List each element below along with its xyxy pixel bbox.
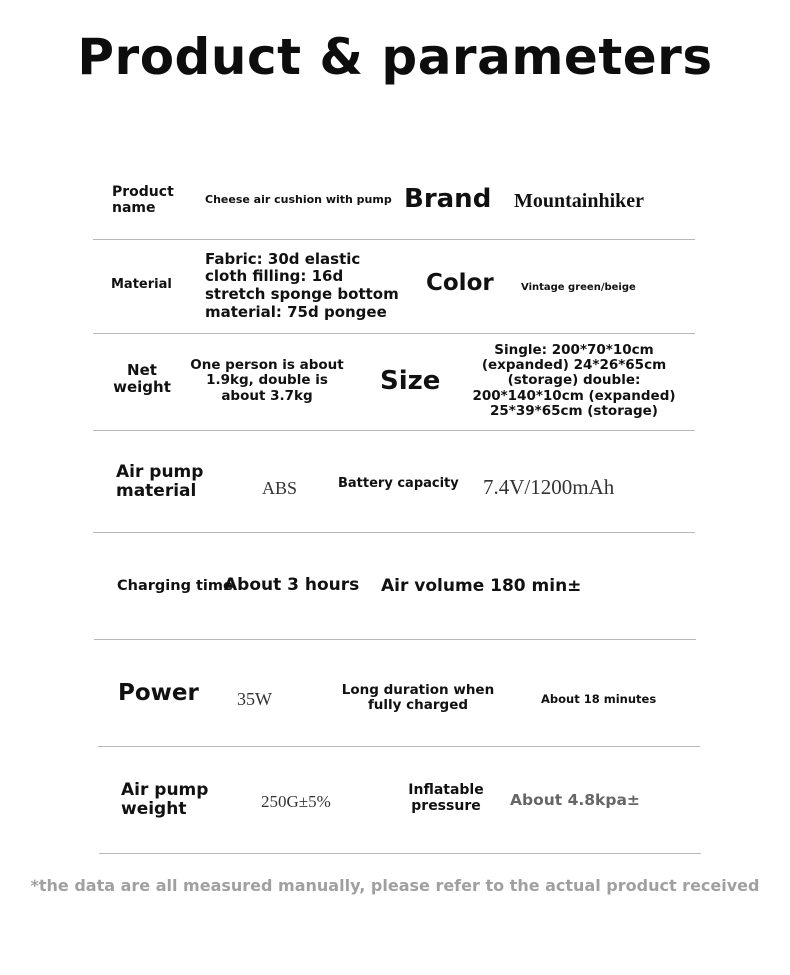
- label-long-duration: Long duration when fully charged: [341, 681, 495, 713]
- value-power: 35W: [237, 688, 272, 709]
- row-divider: [98, 746, 700, 747]
- label-inflatable-pressure: Inflatable pressure: [408, 782, 484, 814]
- label-material: Material: [111, 276, 172, 292]
- label-air-pump-material: Air pump material: [116, 461, 204, 501]
- row-divider: [93, 333, 695, 334]
- value-air-volume: [600, 575, 660, 599]
- label-power: Power: [118, 680, 199, 707]
- label-air-pump-weight: Air pump weight: [121, 779, 209, 819]
- label-battery-capacity: Battery capacity: [338, 475, 459, 491]
- label-color: Color: [426, 270, 494, 297]
- value-brand: Mountainhiker: [514, 189, 645, 212]
- row-divider: [93, 430, 695, 431]
- value-battery-capacity: 7.4V/1200mAh: [483, 475, 615, 500]
- value-size: Single: 200*70*10cm (expanded) 24*26*65cm (storage) double: 200*140*10cm (expanded) 25*39*65cm (storage): [472, 342, 676, 419]
- row-divider: [93, 532, 695, 533]
- label-brand: Brand: [404, 184, 492, 215]
- value-air-pump-weight: 250G±5%: [261, 792, 331, 812]
- value-air-pump-material: ABS: [262, 477, 298, 498]
- row-divider: [93, 239, 695, 240]
- value-long-duration: About 18 minutes: [541, 691, 657, 706]
- label-air-volume: Air volume 180 min±: [381, 576, 582, 597]
- page-title: Product & parameters: [77, 28, 713, 86]
- label-size: Size: [380, 366, 441, 397]
- label-product-name: Product name: [112, 184, 174, 216]
- label-charging-time: Charging time: [117, 577, 233, 594]
- row-divider: [94, 639, 696, 640]
- value-material: Fabric: 30d elastic cloth filling: 16d stretch sponge bottom material: 75d pongee: [205, 249, 399, 321]
- value-product-name: Cheese air cushion with pump: [205, 192, 392, 206]
- value-charging-time: About 3 hours: [224, 575, 360, 596]
- footnote: *the data are all measured manually, please refer to the actual product received: [30, 876, 760, 895]
- row-divider: [99, 853, 701, 854]
- value-color: Vintage green/beige: [521, 282, 636, 294]
- label-net-weight: Net weight: [113, 361, 171, 396]
- value-inflatable-pressure: About 4.8kpa±: [510, 791, 640, 810]
- value-net-weight: One person is about 1.9kg, double is about 3.7kg: [190, 357, 344, 404]
